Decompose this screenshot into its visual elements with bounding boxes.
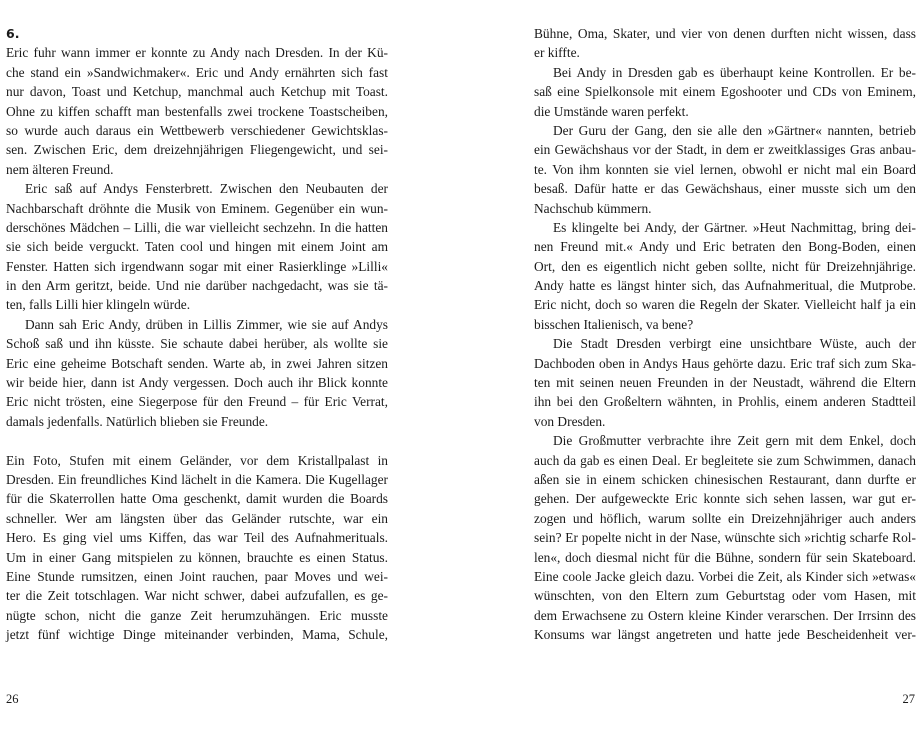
- left-text-line: Eric eine geheime Botschaft senden. Warte ab, in zwei Jahren sitzen: [6, 355, 388, 371]
- right-text-line: saß eine Spielkonsole mit einem Egoshooter und CDs von Eminem,: [534, 84, 916, 100]
- right-text-line: Der Guru der Gang, den sie alle den »Gärtner« nannten, betrieb: [553, 122, 916, 138]
- left-text-line: sen. Zwischen Eric, dem dreizehnjährigen Fliegengewicht, und sei-: [6, 142, 388, 158]
- right-text-line: gehen. Der aufgeweckte Eric konnte sich sehen lassen, war gut er-: [534, 491, 916, 507]
- left-text-line: Eric fuhr wann immer er konnte zu Andy nach Dresden. In der Kü-: [6, 45, 388, 61]
- right-text-line: Bei Andy in Dresden gab es überhaupt keine Kontrollen. Er be-: [553, 64, 916, 80]
- right-text-line: aßen sie in einem schicken chinesischen Restaurant, dann durfte er: [534, 471, 916, 487]
- left-page-text: [6, 24, 388, 645]
- right-text-line: nen Freund mit.« Andy und Eric betraten den Bong-Boden, einen: [534, 239, 916, 255]
- left-text-line: Dann sah Eric Andy, drüben in Lillis Zimmer, wie sie auf Andys: [25, 316, 388, 332]
- left-text-line: ter die Zeit totschlagen. War nicht schwer, dabei aufzufallen, es ge-: [6, 588, 388, 604]
- right-text-line: Es klingelte bei Andy, der Gärtner. »Heut Nachmittag, bring dei-: [553, 219, 916, 235]
- right-text-line: ein Gewächshaus vor der Stadt, in dem er zweitklassiges Gras anbau-: [534, 142, 916, 158]
- right-text-line: Bühne, Oma, Skater, und vier von denen durften nicht wissen, dass: [534, 26, 916, 41]
- right-page-text: [534, 24, 916, 645]
- left-text-line: Ohne zu kiffen schafft man bestenfalls zwei trockene Toastscheiben,: [6, 103, 388, 119]
- right-text-line: dem Erwachsene zu Ostern kleine Kinder verarschen. Der Irrsinn des: [534, 607, 916, 623]
- right-text-line: auch da gab es einen Deal. Er begleitete sie zum Schwimmen, danach: [534, 452, 916, 468]
- right-text-line: besaß. Dafür hatte er das Gewächshaus, einer musste sich um den: [534, 181, 916, 197]
- right-text-line: sein? Er popelte nicht in der Nase, wünschte sich »richtig scharfe Rol-: [534, 530, 916, 546]
- left-text-line: che stand ein »Sandwichmaker«. Eric und Andy ernährten sich fast: [6, 64, 388, 80]
- right-text-line: Ort, den es eigentlich nicht geben sollte, nicht für Dreizehnjährige.: [534, 258, 916, 274]
- right-text-line: zogen und höflich, warum sollte ein Dreizehnjähriger auch anders: [534, 510, 916, 526]
- right-text-line: Dachboden oben in Andys Haus gehörte dazu. Eric traf sich zum Ska-: [534, 355, 916, 371]
- left-text-line: Um in einer Gang mitspielen zu können, brauchte es einen Status.: [6, 549, 388, 565]
- right-page: [461, 0, 921, 736]
- right-text-line: len«, doch diesmal nicht für die Bühne, sondern für sein Skateboard.: [534, 549, 916, 565]
- left-text-line: Schoß saß und ihn küsste. Sie schaute dabei herüber, als wollte sie: [6, 336, 388, 352]
- right-text-line: wünschten, von den Eltern zum Geburtstag oder vom Hasen, mit: [534, 588, 916, 604]
- right-text-line: Eric nicht, doch so waren die Regeln der Skater. Vielleicht half ja ein: [534, 297, 916, 313]
- left-text-line: nur davon, Toast und Ketchup, manchmal auch Ketchup mit Toast.: [6, 84, 388, 100]
- left-text-line: Fenster. Hatten sich irgendwann sogar mit einer Rasierklinge »Lilli«: [6, 258, 388, 274]
- left-text-line: Dresden. Ein freundliches Kind lächelt in die Kamera. Die Kugellager: [6, 471, 388, 487]
- right-text-line: Nachschub kümmern.: [534, 200, 652, 216]
- section-break: [6, 431, 388, 450]
- left-text-line: Hero. Es ging viel ums Kiffen, das war Teil des Aufnahmerituals.: [6, 530, 388, 546]
- right-text-line: Konsums war längst angetreten und hatte jede Bescheidenheit ver-: [534, 627, 916, 643]
- left-text-line: derschönes Mädchen – Lilli, die war vielleicht sechzehn. In die hatten: [6, 219, 388, 235]
- left-text-line: für die Skaterrollen hatte Oma geschenkt, damit wurden die Boards: [6, 491, 388, 507]
- left-text-line: Eric saß auf Andys Fensterbrett. Zwischen den Neubauten der: [25, 181, 388, 197]
- right-text-line: Die Stadt Dresden verbirgt eine unsichtbare Wüste, auch der: [553, 336, 916, 352]
- page-number-right: 27: [902, 692, 915, 706]
- right-text-line: Die Großmutter verbrachte ihre Zeit gern mit dem Enkel, doch: [553, 433, 916, 449]
- left-text-line: Eric nicht trösten, eine Siegerpose für den Freund – für Eric Verrat,: [6, 394, 388, 410]
- right-text-line: te. Von ihm konnten sie viel lernen, obwohl er nicht mal ein Board: [534, 161, 916, 177]
- right-text-line: ten mit seinen neuen Freunden in der Neustadt, während die Eltern: [534, 375, 916, 391]
- right-text-line: ihn bei den Großeltern wähnten, in Prohlis, einem anderen Stadtteil: [534, 394, 916, 410]
- left-page: [0, 0, 460, 736]
- left-text-line: ten, falls Lilli hier klingeln würde.: [6, 297, 191, 313]
- left-text-line: wir beide hier, dann ist Andy vergessen. Doch auch ihr Blick konnte: [6, 375, 388, 391]
- right-text-line: er kiffte.: [534, 45, 580, 61]
- page-number-left: 26: [6, 692, 19, 706]
- chapter-number: 6.: [6, 26, 20, 41]
- left-text-line: in den Arm geritzt, beide. Und nie darüber nachgedacht, was sie tä-: [6, 278, 388, 294]
- left-text-line: so wurde auch daraus ein Wettbewerb verschiedener Gewichtsklas-: [6, 122, 388, 138]
- right-text-line: Eine coole Jacke gleich dazu. Vorbei die Zeit, als Kinder sich »etwas«: [534, 568, 916, 584]
- left-text-line: nügte schon, nicht die ganze Zeit herumzuhängen. Eric musste: [6, 607, 388, 623]
- left-text-line: jetzt fünf wichtige Dinge miteinander verbinden, Mama, Schule,: [6, 627, 388, 643]
- left-text-line: Eine Stunde rumsitzen, einen Joint rauchen, paar Moves und wei-: [6, 568, 388, 584]
- left-text-line: nem älteren Freund.: [6, 161, 114, 177]
- right-text-line: die Umstände waren perfekt.: [534, 103, 689, 119]
- left-text-line: Nachbarschaft dröhnte die Musik von Eminem. Gegenüber ein wun-: [6, 200, 388, 216]
- left-text-line: schneller. Wer am längsten über das Geländer rutschte, war ein: [6, 510, 388, 526]
- left-text-line: damals jedenfalls. Natürlich blieben sie Freunde.: [6, 413, 269, 429]
- left-text-line: Ein Foto, Stufen mit einem Geländer, vor dem Kristallpalast in: [6, 452, 388, 468]
- right-text-line: von Dresden.: [534, 413, 606, 429]
- left-text-line: sie sich beide verguckt. Taten cool und hingen mit einem Joint am: [6, 239, 388, 255]
- right-text-line: Andy hatte es längst hinter sich, das Aufnahmeritual, die Mutprobe.: [534, 278, 916, 294]
- right-text-line: bisschen Italienisch, va bene?: [534, 316, 694, 332]
